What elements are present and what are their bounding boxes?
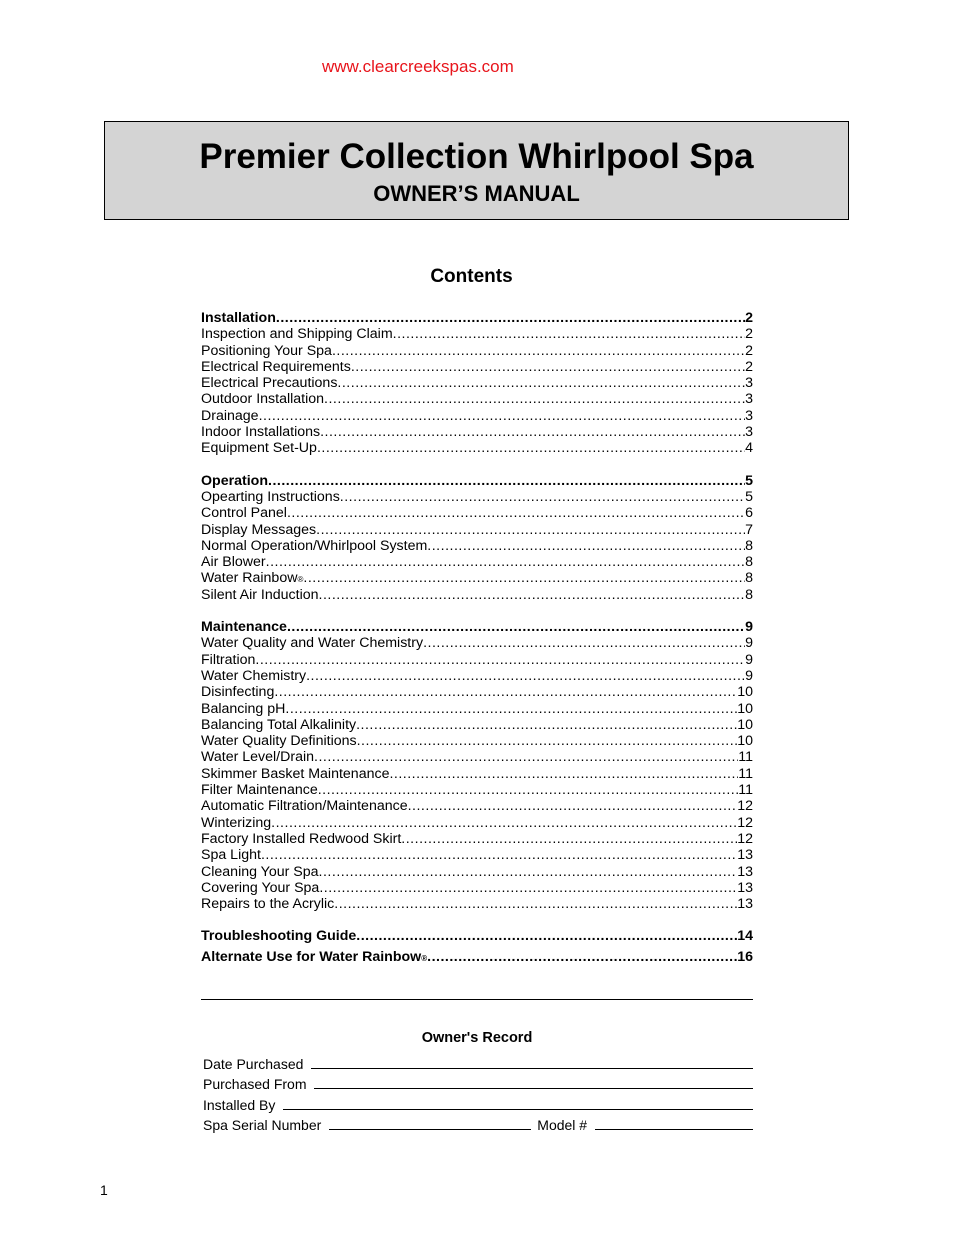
toc-entry[interactable] (201, 326, 753, 342)
toc-dot-leader (332, 343, 745, 359)
toc-dot-leader (255, 652, 745, 668)
toc-page-number: 11 (738, 749, 753, 766)
toc-entry-label: Troubleshooting Guide (201, 928, 357, 945)
spa-serial-number-label: Spa Serial Number (203, 1117, 322, 1133)
toc-dot-leader (287, 619, 745, 635)
toc-entry-label: Disinfecting (201, 684, 275, 701)
toc-entry[interactable] (201, 896, 753, 912)
toc-entry-label: Silent Air Induction (201, 586, 319, 603)
toc-entry[interactable] (201, 684, 753, 700)
manual-subtitle: OWNER’S MANUAL (373, 181, 580, 206)
toc-dot-leader (306, 668, 745, 684)
toc-entry-label: Water Quality and Water Chemistry (201, 635, 424, 652)
toc-entry-label: Inspection and Shipping Claim (201, 326, 393, 343)
toc-entry[interactable]: Water Rainbow ® ..... 8 (201, 570, 753, 586)
installed-by-label: Installed By (203, 1096, 276, 1113)
toc-entry[interactable] (201, 701, 753, 717)
toc-page-number: 9 (745, 651, 753, 668)
toc-entry-label: Water Level/Drain (201, 749, 315, 766)
toc-page-number: 10 (737, 684, 753, 701)
toc-page-number: 10 (737, 733, 753, 750)
toc-entry[interactable] (201, 522, 753, 538)
toc-entry[interactable] (201, 717, 753, 733)
toc-entry-label: Air Blower (201, 554, 266, 571)
manual-title: Premier Collection Whirlpool Spa (199, 137, 754, 176)
toc-entry[interactable] (201, 440, 753, 456)
toc-dot-leader (316, 522, 745, 538)
toc-dot-leader (314, 749, 738, 765)
toc-page-number: 3 (745, 407, 753, 424)
toc-dot-leader (408, 798, 738, 814)
toc-entry[interactable] (201, 733, 753, 749)
toc-page-number: 13 (737, 863, 753, 880)
toc-page-number: 10 (737, 700, 753, 717)
toc-entry-label: Outdoor Installation (201, 391, 325, 408)
toc-page-number: 3 (745, 424, 753, 441)
record-row-serial-model (203, 1113, 753, 1134)
toc-page-number: 9 (745, 635, 753, 652)
toc-section[interactable]: Alternate Use for Water Rainbow ® ..... 16 (201, 949, 753, 965)
toc-entry[interactable] (201, 668, 753, 684)
toc-entry[interactable] (201, 343, 753, 359)
toc-dot-leader (276, 310, 745, 326)
toc-dot-leader (423, 635, 745, 651)
toc-page-number: 6 (745, 505, 753, 522)
toc-entry[interactable] (201, 782, 753, 798)
toc-entry[interactable] (201, 375, 753, 391)
section-divider (201, 999, 753, 1000)
toc-dot-leader (357, 733, 738, 749)
toc-dot-leader (356, 717, 737, 733)
toc-dot-leader (393, 326, 745, 342)
toc-page-number: 5 (745, 472, 753, 489)
toc-dot-leader (317, 440, 745, 456)
toc-dot-leader (318, 782, 739, 798)
toc-entry-label: Balancing pH (201, 700, 286, 717)
toc-dot-leader (319, 864, 738, 880)
toc-dot-leader (427, 538, 745, 554)
toc-entry-label: Spa Light (201, 847, 261, 864)
toc-entry-label: Filter Maintenance (201, 782, 318, 799)
toc-page-number: 3 (745, 375, 753, 392)
toc-entry-label: Covering Your Spa (201, 879, 320, 896)
installed-by-field[interactable] (283, 1095, 753, 1110)
toc-section[interactable] (201, 928, 753, 944)
toc-entry[interactable] (201, 359, 753, 375)
toc-entry-label: Operation (201, 472, 269, 489)
toc-dot-leader (271, 815, 737, 831)
toc-entry[interactable] (201, 408, 753, 424)
toc-entry-label: Maintenance (201, 619, 287, 636)
toc-page-number: 12 (737, 814, 753, 831)
toc-dot-leader (261, 847, 737, 863)
toc-entry[interactable] (201, 424, 753, 440)
toc-page-number: 3 (745, 391, 753, 408)
toc-entry-label: Skimmer Basket Maintenance (201, 765, 390, 782)
toc-dot-leader (266, 554, 745, 570)
toc-entry-label: Repairs to the Acrylic (201, 896, 335, 913)
toc-dot-leader (337, 375, 745, 391)
toc-entry-label: Installation (201, 310, 276, 326)
website-link[interactable]: www.clearcreekspas.com (322, 57, 514, 76)
toc-entry-label: Filtration (201, 651, 256, 668)
toc-dot-leader (356, 928, 737, 944)
toc-entry-label: Equipment Set-Up (201, 440, 317, 457)
toc-page-number: 16 (737, 948, 753, 965)
toc-entry[interactable] (201, 391, 753, 407)
toc-dot-leader (389, 766, 738, 782)
toc-dot-leader (427, 949, 737, 965)
toc-page-number: 8 (745, 537, 753, 554)
toc-entry[interactable] (201, 831, 753, 847)
toc-page-number: 8 (745, 586, 753, 603)
toc-entry[interactable] (201, 766, 753, 782)
toc-entry-label: Control Panel (201, 505, 287, 522)
toc-page-number: 13 (737, 847, 753, 864)
toc-entry[interactable] (201, 554, 753, 570)
toc-page-number: 12 (737, 830, 753, 847)
toc-page-number: 9 (745, 619, 753, 636)
toc-entry[interactable] (201, 864, 753, 880)
toc-entry[interactable] (201, 489, 753, 505)
toc-dot-leader (319, 880, 737, 896)
toc-page-number: 10 (737, 716, 753, 733)
owners-record-heading: Owner's Record (421, 1030, 533, 1046)
toc-entry-label: Drainage (201, 407, 259, 424)
toc-page-number: 4 (745, 440, 753, 457)
toc-entry[interactable] (201, 635, 753, 651)
toc-page-number: 8 (745, 554, 753, 571)
toc-entry-label: Factory Installed Redwood Skirt (201, 830, 402, 847)
table-of-contents (201, 310, 753, 965)
toc-entry[interactable] (201, 880, 753, 896)
toc-entry-label: Electrical Precautions (201, 375, 338, 392)
toc-entry[interactable] (201, 847, 753, 863)
toc-entry-label: Display Messages (201, 521, 317, 538)
toc-page-number: 8 (745, 570, 753, 587)
toc-page-number: 2 (745, 358, 753, 375)
toc-dot-leader (320, 424, 745, 440)
toc-page-number: 2 (745, 310, 753, 326)
toc-page-number: 13 (737, 879, 753, 896)
toc-dot-leader (285, 701, 737, 717)
contents-heading: Contents (430, 266, 513, 287)
toc-entry-label: Automatic Filtration/Maintenance (201, 798, 408, 815)
record-row-date-purchased (203, 1051, 753, 1072)
toc-entry[interactable] (201, 749, 753, 765)
record-row-purchased-from (203, 1072, 753, 1093)
toc-entry[interactable] (201, 815, 753, 831)
toc-entry-label: Water Rainbow (201, 570, 298, 587)
toc-entry-label: Indoor Installations (201, 424, 321, 441)
toc-page-number: 2 (745, 342, 753, 359)
toc-dot-leader (401, 831, 737, 847)
toc-page-number: 13 (737, 896, 753, 913)
record-row-installed-by (203, 1092, 753, 1113)
toc-entry[interactable] (201, 505, 753, 521)
toc-dot-leader (340, 489, 745, 505)
toc-entry[interactable] (201, 587, 753, 603)
spa-serial-number-field[interactable] (329, 1115, 531, 1130)
toc-entry-label: Cleaning Your Spa (201, 863, 319, 880)
model-number-field[interactable] (595, 1115, 753, 1130)
toc-dot-leader (259, 408, 746, 424)
toc-entry-label: Alternate Use for Water Rainbow (201, 948, 422, 965)
toc-page-number: 2 (745, 326, 753, 343)
model-number-label: Model # (537, 1117, 588, 1133)
toc-section[interactable] (201, 310, 753, 326)
toc-dot-leader (303, 570, 745, 586)
purchased-from-field[interactable] (314, 1074, 753, 1089)
toc-dot-leader (319, 587, 746, 603)
toc-entry-label: Electrical Requirements (201, 358, 351, 375)
toc-entry-label: Water Quality Definitions (201, 733, 357, 750)
toc-dot-leader (324, 391, 745, 407)
toc-entry[interactable] (201, 538, 753, 554)
toc-section[interactable] (201, 619, 753, 635)
owners-record-form (203, 1051, 753, 1133)
toc-dot-leader (274, 684, 737, 700)
toc-entry[interactable] (201, 798, 753, 814)
toc-page-number: 11 (738, 782, 753, 799)
title-banner (104, 121, 849, 220)
page-number: 1 (100, 1182, 108, 1198)
toc-page-number: 9 (745, 667, 753, 684)
toc-entry-label: Water Chemistry (201, 667, 307, 684)
toc-entry-label: Winterizing (201, 814, 272, 831)
toc-page-number: 7 (745, 521, 753, 538)
toc-page-number: 14 (737, 928, 753, 945)
toc-entry-label: Positioning Your Spa (201, 342, 332, 359)
toc-dot-leader (268, 473, 745, 489)
toc-dot-leader (334, 896, 737, 912)
purchased-from-label: Purchased From (203, 1076, 307, 1092)
toc-entry-label: Opearting Instructions (201, 488, 340, 505)
toc-entry-label: Balancing Total Alkalinity (201, 716, 357, 733)
toc-page-number: 5 (745, 488, 753, 505)
toc-entry[interactable] (201, 652, 753, 668)
date-purchased-field[interactable] (311, 1054, 753, 1069)
toc-section[interactable] (201, 473, 753, 489)
toc-entry-label: Normal Operation/Whirlpool System (201, 537, 428, 554)
date-purchased-label: Date Purchased (203, 1055, 304, 1072)
toc-page-number: 12 (737, 798, 753, 815)
toc-dot-leader (351, 359, 745, 375)
toc-page-number: 11 (738, 765, 753, 782)
toc-dot-leader (287, 505, 745, 521)
